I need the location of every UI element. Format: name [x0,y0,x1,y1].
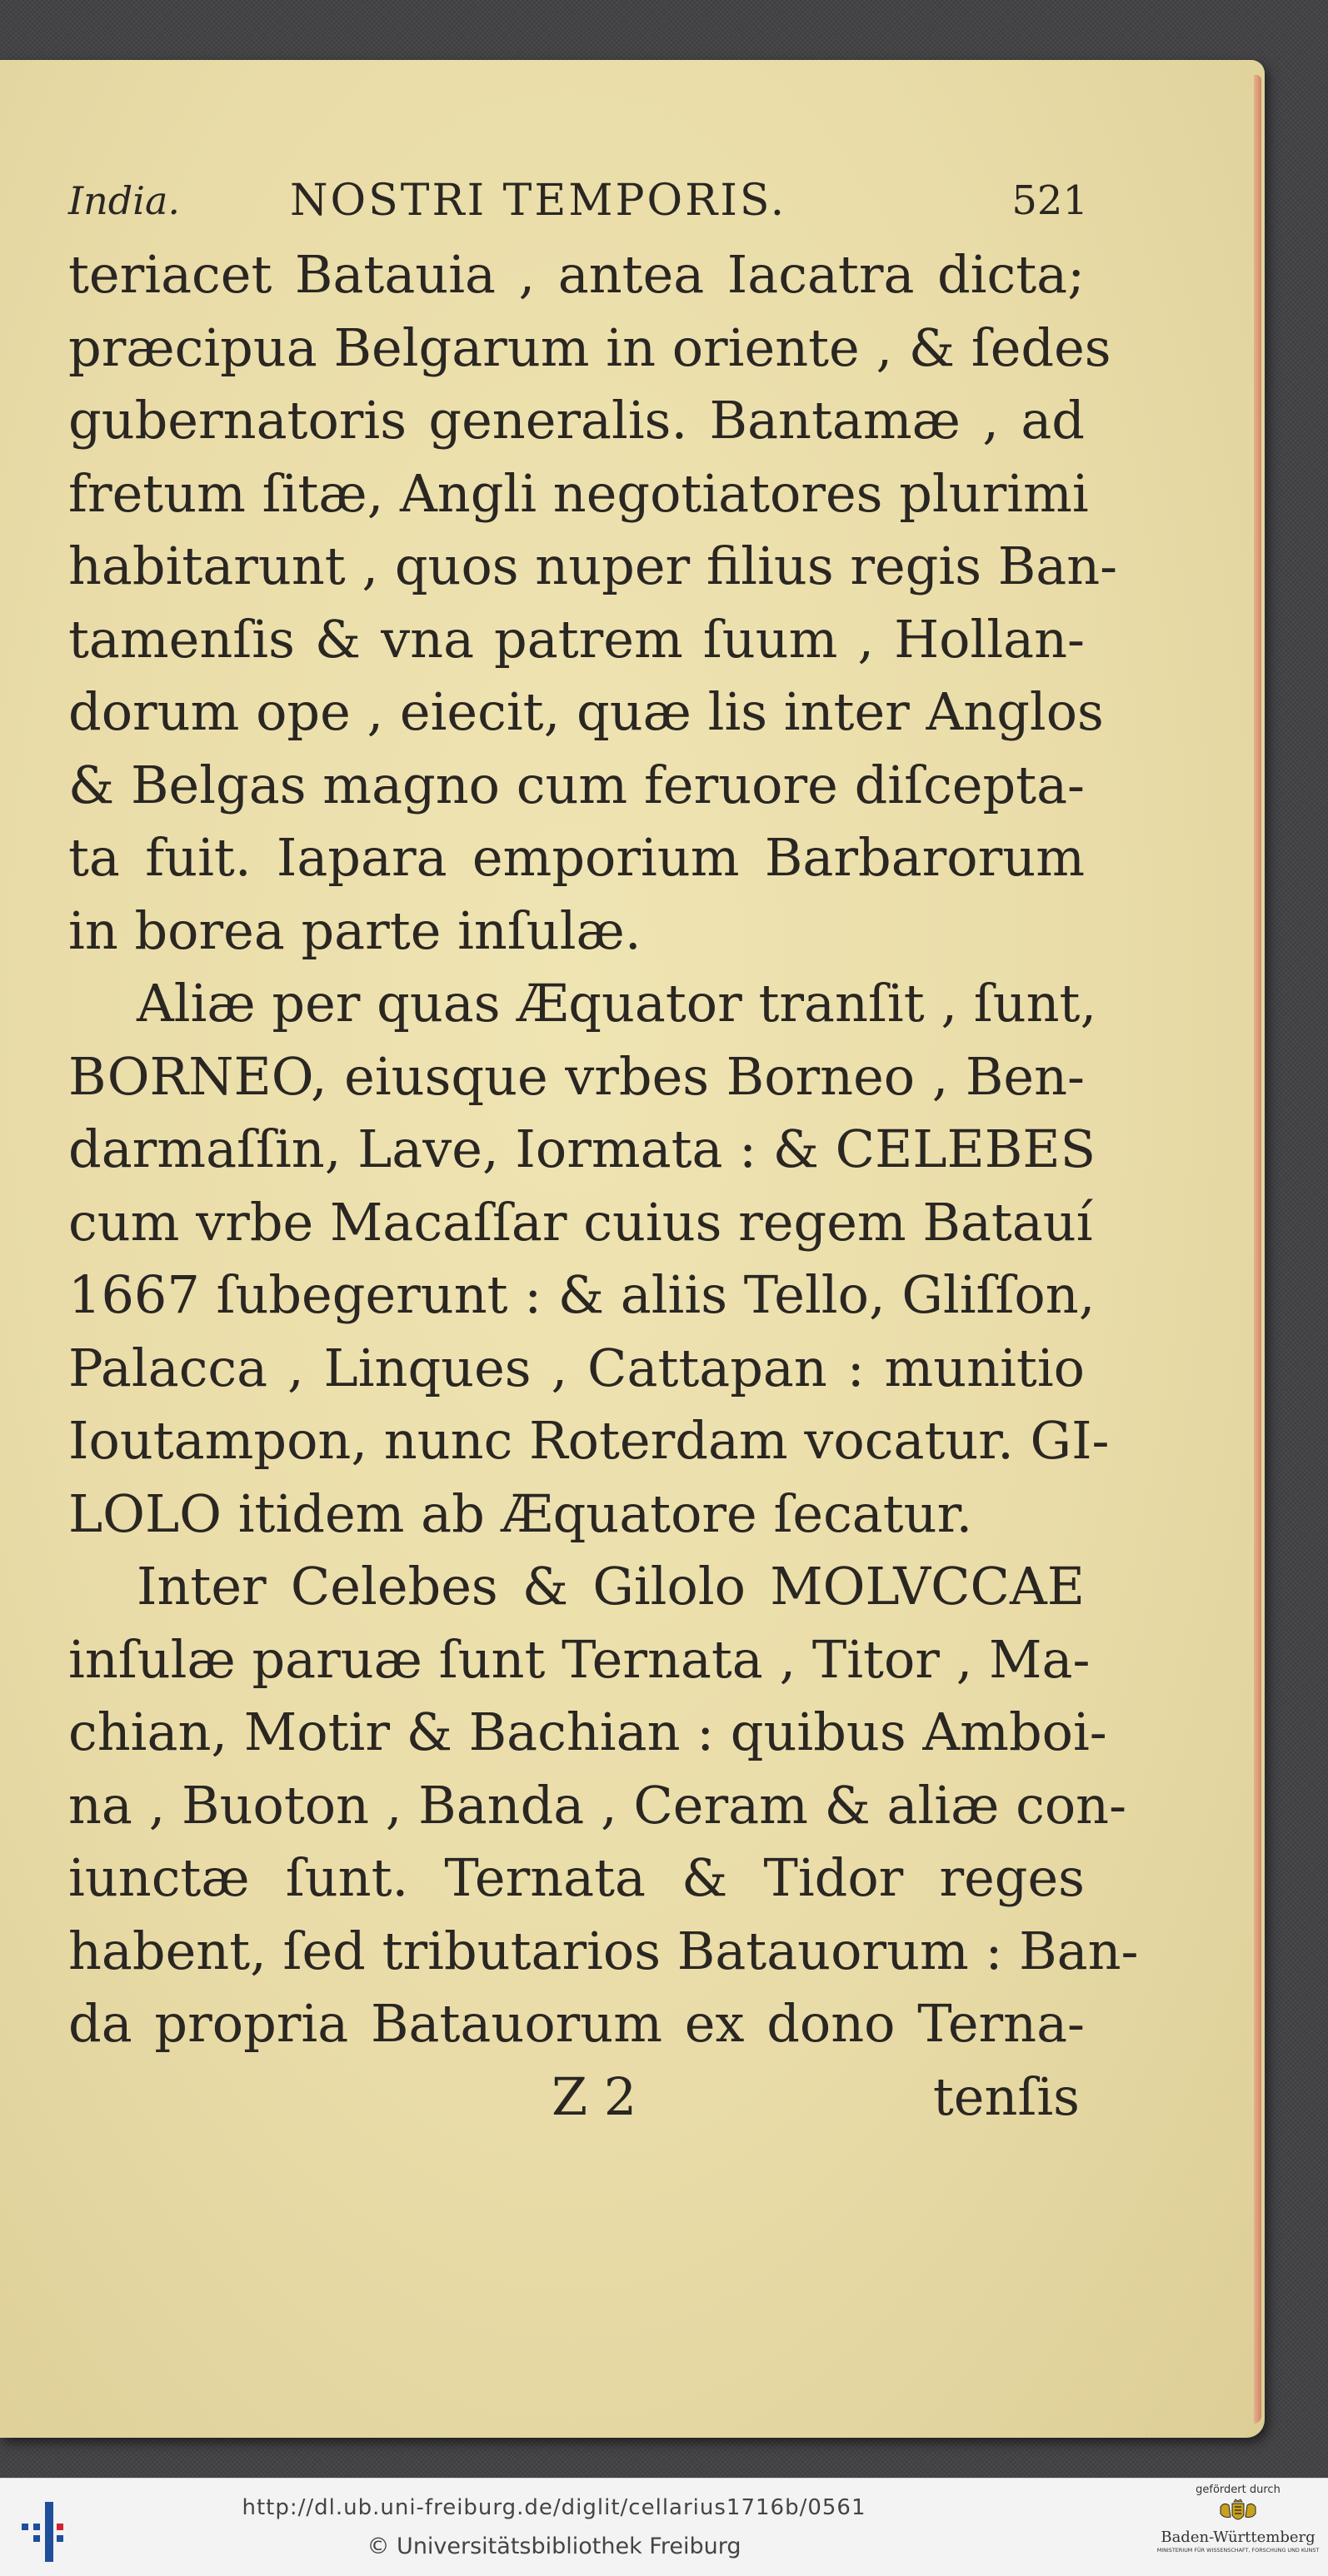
text-line: cum vrbe Macaſſar cuius regem Batauí [68,1191,1093,1253]
signature-line [68,2060,1085,2134]
text-line: iunctæ ſunt. Ternata & Tidor reges [68,1847,1085,1908]
text-line: dorum ope , eiecit, quæ lis inter Anglos [68,681,1104,742]
document-url[interactable]: http://dl.ub.uni-freiburg.de/diglit/cellarius1716b/0561 [242,2495,866,2520]
text-line: BORNEO, eiusque vrbes Borneo , Ben- [68,1045,1085,1107]
text-line: & Belgas magno cum feruore diſcepta- [68,754,1085,815]
page-red-edge [1254,75,1261,2424]
text-line: tamenſis & vna patrem ſuum , Hollan- [68,608,1085,670]
catchword: tenſis [932,2065,1080,2127]
text-line: chian, Motir & Bachian : quibus Amboi- [68,1702,1107,1762]
text-line: præcipua Belgarum in oriente , & ſedes [68,316,1111,378]
sponsor-block [1155,2484,1321,2574]
text-line: LOLO itidem ab Æquatore ſecatur. [68,1482,973,1544]
text-line: in borea parte inſulæ. [68,899,642,961]
footer-bar [0,2478,1328,2576]
text-line: darmaſſin, Lave, Iormata : & CELEBES [68,1119,1096,1179]
text-line: ta fuit. Iapara emporium Barbarorum [68,827,1085,888]
text-line: habitarunt , quos nuper filius regis Ban- [68,536,1118,596]
text-line: inſulæ paruæ ſunt Ternata , Titor , Ma- [68,1628,1091,1690]
page-number: 521 [1011,177,1088,224]
text-line: fretum ſitæ, Angli negotiatores plurimi [68,462,1089,524]
running-title: NOSTRI TEMPORIS. [290,176,787,226]
text-line: gubernatoris generalis. Bantamæ , ad [68,390,1085,451]
text-line: Palacca , Linques , Cattapan : munitio [68,1337,1085,1398]
sponsor-label: gefördert durch [1196,2484,1281,2496]
text-line: teriacet Batauia , antea Iacatra dicta; [68,244,1085,305]
text-line: habent, ſed tributarios Batauorum : Ban- [68,1920,1139,1981]
page-text [68,163,1139,2134]
sponsor-state: Baden-Württemberg [1161,2529,1316,2546]
text-line: Inter Celebes & Gilolo MOLVCCAE [137,1556,1085,1617]
text-line: Ioutampon, nunc Roterdam vocatur. GI- [68,1410,1110,1471]
text-line: Aliæ per quas Æquator tranſit , ſunt, [137,973,1097,1034]
signature-mark: Z 2 [552,2065,637,2127]
text-line: da propria Batauorum ex dono Terna- [68,1993,1085,2054]
text-line: na , Buoton , Banda , Ceram & aliæ con- [68,1774,1127,1836]
text-line: 1667 ſubegerunt : & aliis Tello, Gliſſon, [68,1264,1096,1325]
sponsor-ministry: MINISTERIUM FÜR WISSENSCHAFT, FORSCHUNG UND KUNST [1156,2547,1320,2554]
section-label: India. [68,178,181,223]
copyright-notice: © Universitätsbibliothek Freiburg [367,2534,741,2559]
page-header [68,163,1088,238]
crest-icon [1216,2499,1261,2529]
